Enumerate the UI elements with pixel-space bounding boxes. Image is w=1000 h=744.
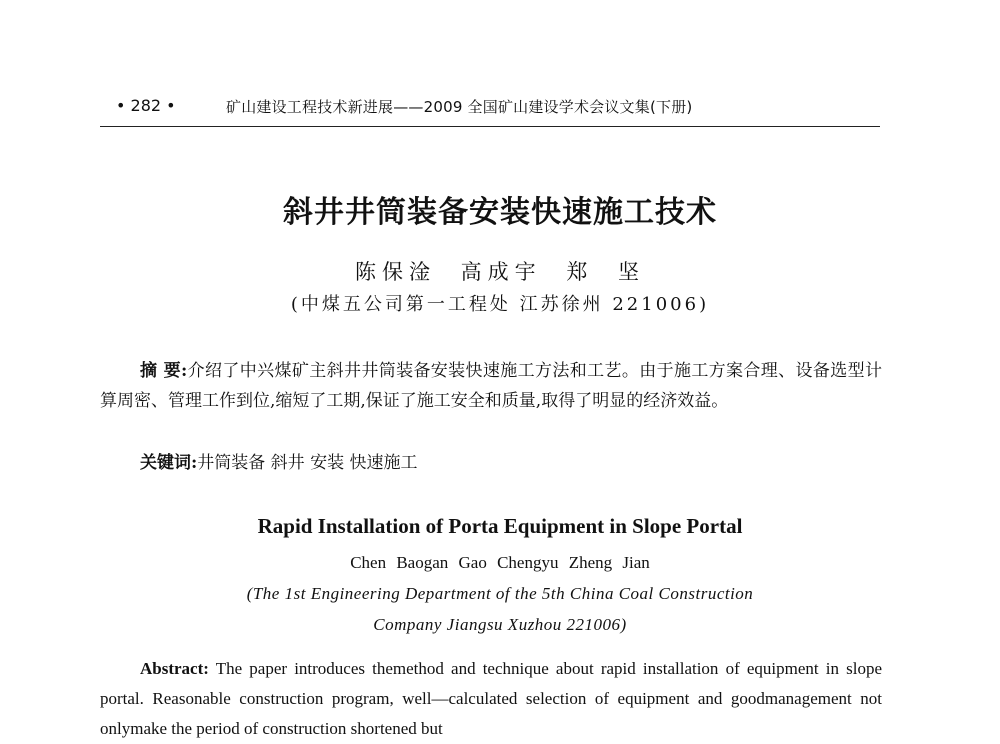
authors-en: Chen Baogan Gao Chengyu Zheng Jian xyxy=(350,553,650,572)
abstract-cn-text: 介绍了中兴煤矿主斜井井筒装备安装快速施工方法和工艺。由于施工方案合理、设备选型计算周密、管理工作到位,缩短了工期,保证了施工安全和质量,取得了明显的经济效益。 xyxy=(100,361,882,411)
header-rule xyxy=(100,126,880,127)
abstract-cn-label: 摘 要: xyxy=(140,361,188,381)
running-header: 矿山建设工程技术新进展——2009 全国矿山建设学术会议文集(下册) xyxy=(226,98,693,116)
abstract-en-label: Abstract: xyxy=(140,659,209,678)
abstract-en-text: The paper introduces themethod and technique about rapid installation of equipment in slope portal. Reasonable construction program, well—calculated selection of equipment and goodmanagement not onlymake the period of construction shortened but xyxy=(100,659,882,738)
keywords-cn-label: 关键词: xyxy=(140,453,198,473)
abstract-en xyxy=(100,654,882,744)
paper-title-en: Rapid Installation of Porta Equipment in Slope Portal xyxy=(257,514,743,538)
abstract-cn xyxy=(100,356,882,416)
keywords-cn-text: 井筒装备 斜井 安装 快速施工 xyxy=(197,453,418,473)
affiliation-en-line1: (The 1st Engineering Department of the 5th China Coal Construction xyxy=(246,584,754,603)
keywords-cn xyxy=(140,448,880,478)
affiliation-cn: (中煤五公司第一工程处 江苏徐州 221006) xyxy=(290,294,710,315)
page-number: • 282 • xyxy=(116,96,176,115)
paper-title-cn: 斜井井筒装备安装快速施工技术 xyxy=(283,195,717,230)
authors-cn: 陈保淦 高成宇 郑 坚 xyxy=(354,260,646,284)
affiliation-en-line2: Company Jiangsu Xuzhou 221006) xyxy=(373,615,627,634)
